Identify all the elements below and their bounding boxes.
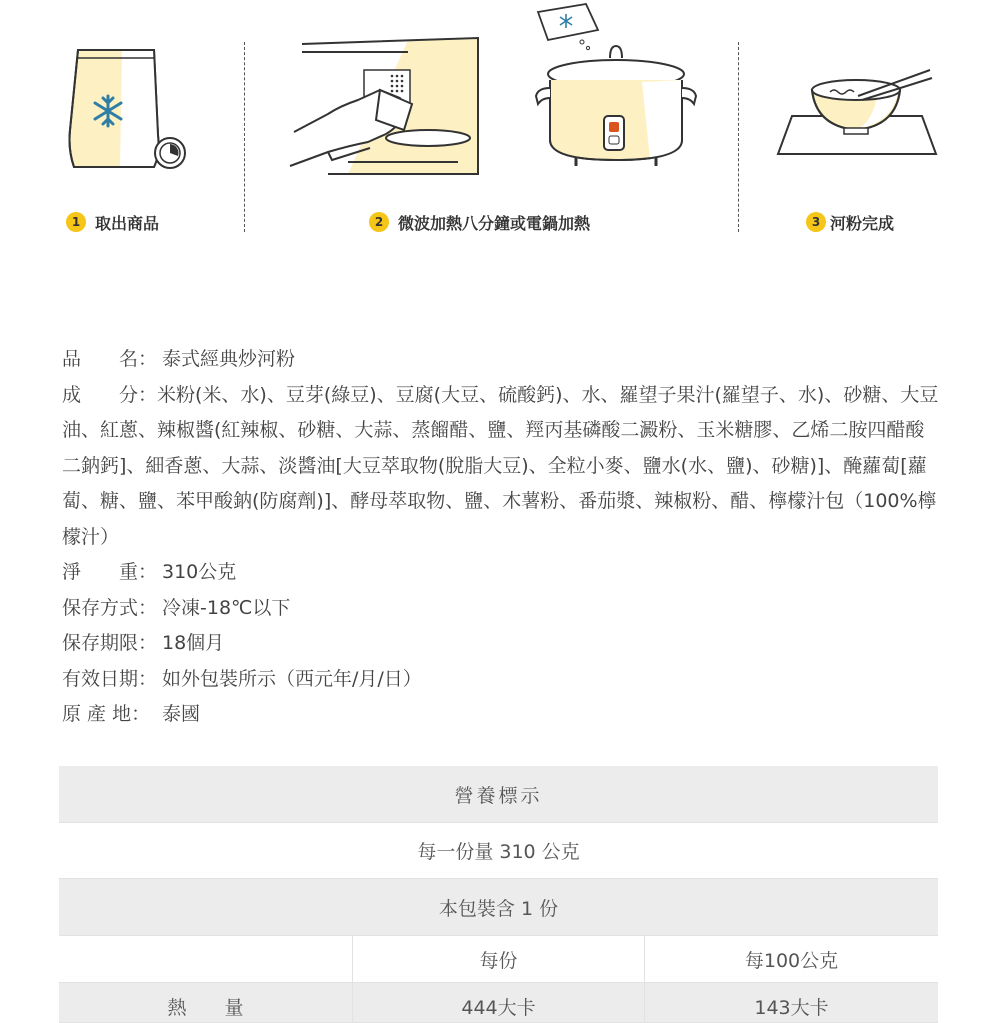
step-3-label (806, 210, 894, 234)
servings-per-pack: 本包裝含 1 份 (59, 879, 938, 936)
ingredients-row (62, 378, 940, 556)
expiry-row (62, 662, 940, 698)
field-label: 保存方式： (62, 596, 158, 619)
step-2-label (369, 210, 590, 234)
storage-row (62, 591, 940, 627)
field-label: 淨 重： (62, 561, 158, 583)
step-number-badge: 2 (369, 212, 389, 232)
step-text: 微波加熱八分鐘或電鍋加熱 (398, 213, 591, 233)
origin-row (62, 697, 940, 733)
noodle-bowl-icon (774, 64, 940, 160)
microwave-icon (288, 34, 484, 178)
field-value: 如外包裝所示（西元年/月/日） (162, 667, 422, 690)
preparation-steps (0, 0, 1000, 250)
nutrition-header-row (59, 936, 938, 983)
field-label: 保存期限： (62, 632, 158, 654)
nutrition-table (59, 766, 938, 1023)
net-weight-row (62, 555, 940, 591)
step-text: 河粉完成 (830, 213, 895, 233)
shelf-life-row (62, 626, 940, 662)
header-per-100g: 每100公克 (644, 936, 938, 982)
nutrient-per-serving: 444大卡 (352, 983, 644, 1022)
nutrient-label: 熱 量 (167, 997, 244, 1019)
field-label: 成 分： (62, 383, 158, 406)
field-label: 有效日期： (62, 667, 158, 690)
serving-size: 每一份量 310 公克 (59, 823, 938, 879)
product-info (62, 342, 940, 733)
field-value: 泰式經典炒河粉 (162, 348, 296, 370)
field-value: 310公克 (162, 561, 237, 583)
field-value: 冷凍-18℃以下 (162, 596, 291, 619)
field-label: 原 產 地： (62, 703, 151, 725)
rice-cooker-icon (530, 0, 700, 172)
step-number-badge: 1 (66, 212, 86, 232)
step-number-badge: 3 (806, 212, 826, 232)
nutrition-row-energy (59, 983, 938, 1023)
nutrient-per-100g: 143大卡 (644, 983, 938, 1022)
step-divider (738, 42, 739, 232)
field-label: 品 名： (62, 348, 158, 370)
header-per-serving: 每份 (352, 936, 644, 982)
field-value: 米粉(米、水)、豆芽(綠豆)、豆腐(大豆、硫酸鈣)、水、羅望子果汁(羅望子、水)、砂糖、大豆油、紅蔥、辣椒醬(紅辣椒、砂糖、大蒜、蒸餾醋、鹽、羥丙基磷酸二澱粉、玉米糖膠、乙烯二胺四醋酸二鈉鈣]、細香蔥、大蒜、淡醬油[大豆萃取物(脫脂大豆)、全粒小麥、鹽水(水、鹽)、砂糖)]、醃蘿蔔[蘿蔔、糖、鹽、苯甲酸鈉(防腐劑)]、酵母萃取物、鹽、木薯粉、番茄漿、辣椒粉、醋、檸檬汁包（100%檸檬汁） (62, 383, 939, 548)
header-blank-cell (59, 936, 352, 982)
field-value: 泰國 (162, 703, 201, 725)
frozen-pack-icon (62, 40, 192, 175)
step-text: 取出商品 (95, 213, 160, 233)
step-1-label (66, 210, 159, 234)
nutrition-title: 營養標示 (59, 766, 938, 823)
step-divider (244, 42, 245, 232)
product-name-row (62, 342, 940, 378)
field-value: 18個月 (162, 632, 225, 654)
